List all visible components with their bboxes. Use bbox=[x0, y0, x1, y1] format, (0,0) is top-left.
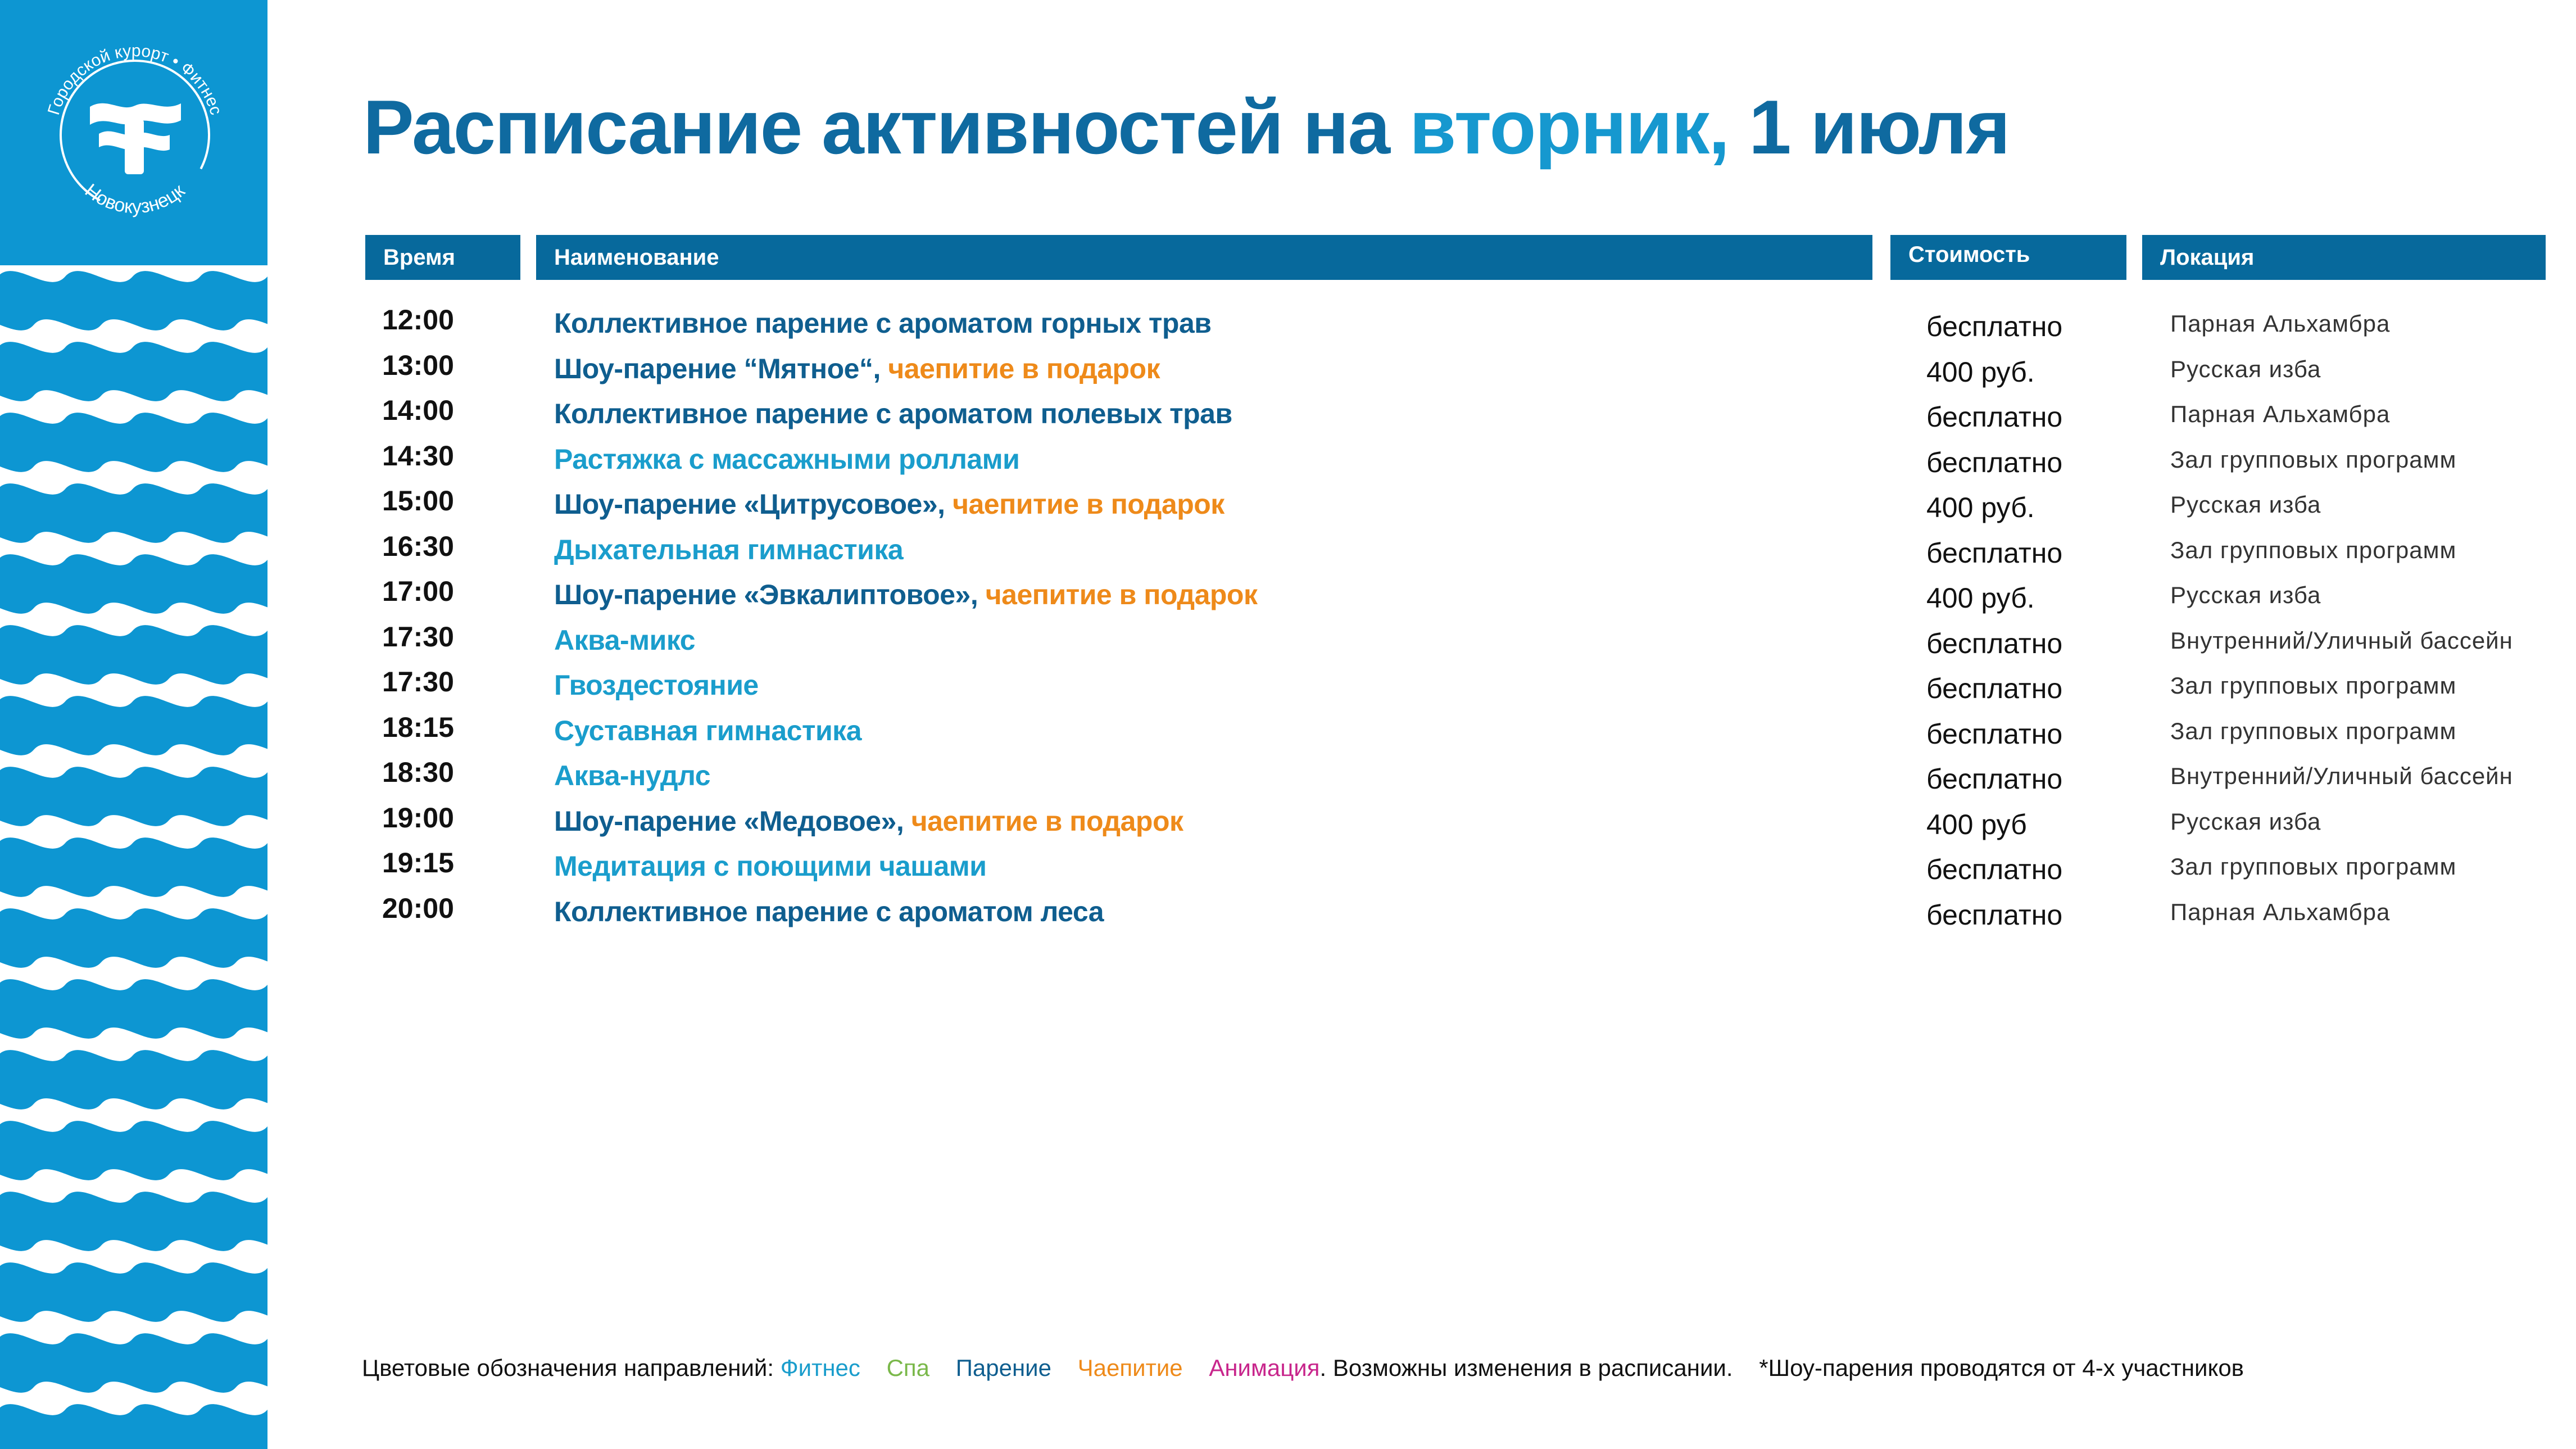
table-row bbox=[0, 530, 2576, 576]
legend-footnote: *Шоу-парения проводятся от 4-х участников bbox=[1759, 1355, 2244, 1381]
table-row bbox=[0, 621, 2576, 666]
row-activity bbox=[554, 805, 1183, 837]
row-activity-extra: чаепитие в подарок bbox=[952, 488, 1224, 520]
row-location: Русская изба bbox=[2170, 491, 2321, 518]
header-name: Наименование bbox=[536, 235, 1872, 280]
row-location: Зал групповых программ bbox=[2170, 672, 2457, 699]
row-activity-name: Медитация с поющими чашами bbox=[554, 850, 987, 882]
row-cost: 400 руб. bbox=[1926, 582, 2035, 614]
row-cost: бесплатно bbox=[1926, 311, 2063, 342]
legend-note: . Возможны изменения в расписании. bbox=[1319, 1355, 1733, 1381]
row-location: Зал групповых программ bbox=[2170, 536, 2457, 563]
legend-intro: Цветовые обозначения направлений: bbox=[362, 1355, 781, 1381]
row-location: Русская изба bbox=[2170, 355, 2321, 382]
row-cost: бесплатно bbox=[1926, 763, 2063, 795]
row-activity-name: Дыхательная гимнастика bbox=[554, 533, 904, 565]
row-location: Зал групповых программ bbox=[2170, 717, 2457, 744]
table-row bbox=[0, 846, 2576, 892]
table-row bbox=[0, 711, 2576, 757]
row-activity-name: Суставная гимнастика bbox=[554, 714, 862, 746]
table-row bbox=[0, 665, 2576, 711]
row-activity bbox=[554, 307, 1212, 339]
title-suffix-date: 1 июля bbox=[1729, 84, 2010, 170]
row-activity bbox=[554, 895, 1104, 928]
row-time: 14:00 bbox=[382, 395, 454, 426]
table-row bbox=[0, 756, 2576, 802]
row-location: Внутренний/Уличный бассейн bbox=[2170, 627, 2513, 654]
row-activity-name: Шоу-парение «Медовое», bbox=[554, 805, 911, 837]
row-activity-name: Аква-микс bbox=[554, 624, 696, 656]
row-activity bbox=[554, 397, 1232, 430]
row-activity bbox=[554, 352, 1160, 385]
row-cost: бесплатно bbox=[1926, 446, 2063, 478]
row-time: 19:15 bbox=[382, 847, 454, 879]
table-row bbox=[0, 440, 2576, 485]
logo bbox=[0, 0, 267, 265]
table-row bbox=[0, 394, 2576, 440]
row-activity bbox=[554, 669, 759, 701]
row-activity-name: Шоу-парение “Мятное“, bbox=[554, 352, 888, 384]
row-activity bbox=[554, 488, 1224, 520]
row-cost: бесплатно bbox=[1926, 899, 2063, 931]
row-time: 14:30 bbox=[382, 440, 454, 472]
table-row bbox=[0, 802, 2576, 847]
row-time: 16:30 bbox=[382, 530, 454, 562]
row-location: Внутренний/Уличный бассейн bbox=[2170, 763, 2513, 789]
row-location: Русская изба bbox=[2170, 808, 2321, 835]
row-activity bbox=[554, 624, 695, 656]
row-activity-name: Растяжка с массажными роллами bbox=[554, 443, 1020, 475]
legend-tea: Чаепитие bbox=[1077, 1355, 1183, 1381]
row-cost: бесплатно bbox=[1926, 718, 2063, 750]
row-cost: 400 руб bbox=[1926, 808, 2027, 840]
logo-ring-bottom-text: Новокузнецк bbox=[80, 179, 189, 218]
row-activity-extra: чаепитие в подарок bbox=[911, 805, 1183, 837]
row-activity bbox=[554, 533, 903, 566]
row-activity-extra: чаепитие в подарок bbox=[888, 352, 1160, 384]
row-location: Парная Альхамбра bbox=[2170, 310, 2391, 337]
row-location: Зал групповых программ bbox=[2170, 853, 2457, 880]
row-activity-name: Гвоздестояние bbox=[554, 669, 759, 701]
header-time: Время bbox=[365, 235, 520, 280]
row-cost: бесплатно bbox=[1926, 673, 2063, 704]
wave-f-logo-icon bbox=[90, 103, 181, 174]
row-activity-name: Коллективное парение с ароматом горных трав bbox=[554, 307, 1212, 339]
row-activity-name: Коллективное парение с ароматом полевых трав bbox=[554, 398, 1232, 429]
row-location: Зал групповых программ bbox=[2170, 446, 2457, 473]
row-time: 17:00 bbox=[382, 576, 454, 607]
logo-ring-top-text: Городской курорт • Фитнес bbox=[44, 41, 225, 117]
row-time: 18:30 bbox=[382, 757, 454, 788]
legend-fitness: Фитнес bbox=[780, 1355, 860, 1381]
table-row bbox=[0, 349, 2576, 395]
row-activity-name: Шоу-парение «Эвкалиптовое», bbox=[554, 579, 986, 610]
table-row bbox=[0, 575, 2576, 621]
row-activity-name: Коллективное парение с ароматом леса bbox=[554, 895, 1104, 927]
table-row bbox=[0, 304, 2576, 349]
row-cost: 400 руб. bbox=[1926, 356, 2035, 388]
row-activity bbox=[554, 443, 1019, 476]
row-cost: бесплатно bbox=[1926, 854, 2063, 885]
title-highlight-day: вторник, bbox=[1409, 84, 1729, 170]
row-time: 19:00 bbox=[382, 802, 454, 834]
row-activity bbox=[554, 850, 987, 882]
page-title bbox=[363, 83, 2010, 171]
row-cost: 400 руб. bbox=[1926, 492, 2035, 523]
row-time: 18:15 bbox=[382, 711, 454, 743]
row-cost: бесплатно bbox=[1926, 401, 2063, 433]
table-row bbox=[0, 484, 2576, 530]
row-time: 20:00 bbox=[382, 892, 454, 924]
title-prefix: Расписание активностей на bbox=[363, 84, 1409, 170]
row-time: 17:30 bbox=[382, 621, 454, 653]
legend-spa: Спа bbox=[886, 1355, 930, 1381]
legend-steam: Парение bbox=[955, 1355, 1051, 1381]
row-activity-name: Шоу-парение «Цитрусовое», bbox=[554, 488, 953, 520]
row-time: 17:30 bbox=[382, 666, 454, 698]
row-location: Русская изба bbox=[2170, 582, 2321, 608]
row-activity bbox=[554, 759, 710, 792]
row-cost: бесплатно bbox=[1926, 627, 2063, 659]
row-location: Парная Альхамбра bbox=[2170, 401, 2391, 427]
row-time: 13:00 bbox=[382, 349, 454, 381]
header-cost: Стоимость bbox=[1890, 235, 2126, 280]
row-activity bbox=[554, 714, 861, 747]
color-legend bbox=[362, 1355, 2244, 1382]
row-activity bbox=[554, 578, 1258, 611]
legend-animation: Анимация bbox=[1209, 1355, 1320, 1381]
header-location: Локация bbox=[2142, 235, 2546, 280]
row-activity-name: Аква-нудлс bbox=[554, 760, 711, 791]
logo-emblem bbox=[0, 0, 267, 265]
table-row bbox=[0, 892, 2576, 938]
row-activity-extra: чаепитие в подарок bbox=[985, 579, 1258, 610]
schedule-table bbox=[0, 304, 2576, 937]
row-cost: бесплатно bbox=[1926, 537, 2063, 569]
row-location: Парная Альхамбра bbox=[2170, 898, 2391, 925]
row-time: 15:00 bbox=[382, 485, 454, 517]
row-time: 12:00 bbox=[382, 304, 454, 336]
